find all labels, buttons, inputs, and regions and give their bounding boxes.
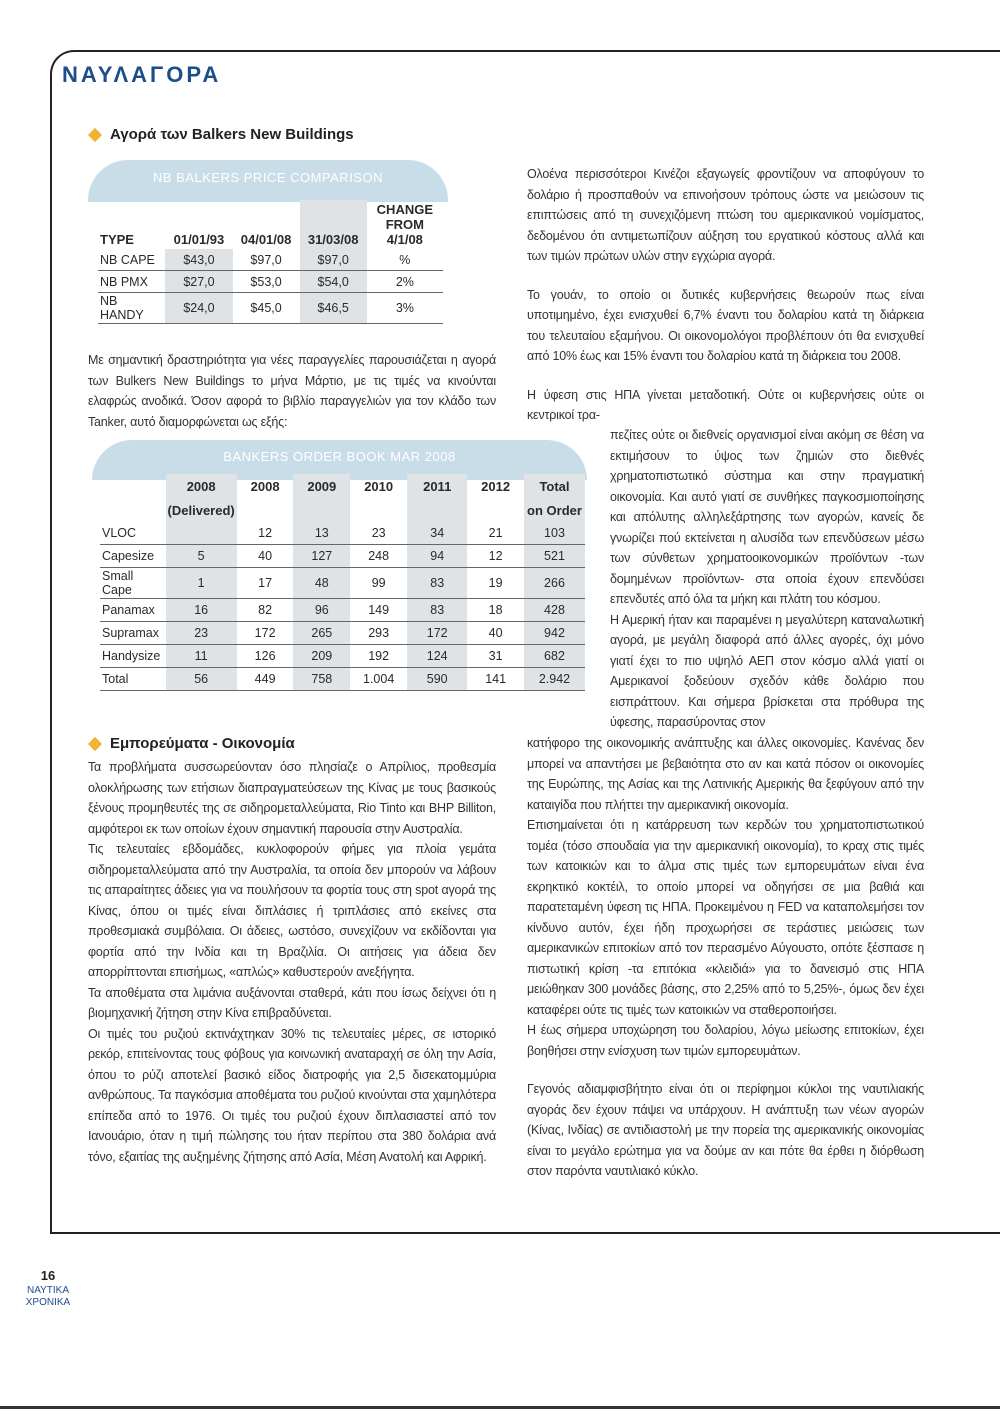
right-column-narrow	[610, 425, 924, 733]
paragraph: Τα αποθέματα στα λιμάνια αυξάνονται σταθερά, κάτι που ίσως δείχνει ότι η βιομηχανική ζήτηση στην Κίνα επιβραδύνεται.	[88, 985, 496, 1020]
section-heading-balkers	[90, 126, 354, 143]
order-header	[350, 498, 407, 522]
price-table-banner: NB BALKERS PRICE COMPARISON	[88, 160, 448, 202]
table-row	[100, 599, 585, 622]
page-number: 16	[40, 1268, 56, 1283]
table-cell: 19	[467, 568, 524, 599]
section-heading-text: Εμπορεύματα - Οικονομία	[110, 735, 295, 752]
order-header	[237, 498, 294, 522]
table-cell: 682	[524, 645, 585, 668]
table-cell: 124	[407, 645, 467, 668]
price-table-grid	[98, 200, 443, 324]
table-cell: $54,0	[300, 271, 367, 293]
table-cell: 265	[293, 622, 350, 645]
diamond-bullet-icon	[88, 736, 102, 750]
order-header	[467, 498, 524, 522]
table-cell: VLOC	[100, 522, 166, 545]
order-header: on Order	[524, 498, 585, 522]
table-cell: 34	[407, 522, 467, 545]
magazine-name-line: ΧΡΟΝΙΚΑ	[25, 1297, 71, 1308]
paragraph: Επισημαίνεται ότι η κατάρρευση των κερδών του χρηματοπιστωτικού τομέα (τόσο σπουδαία για την αμερικανική οικονομία), το κραχ στις τιμές των κατοικιών και το άλμα στις τιμές των εμπορευμάτων είναι ένα εκρηκτικό κοκτέιλ, το οποίο μπορεί να οδηγήσει σε μια βαθιά και παρατεταμένη ύφεση τις ΗΠΑ. Προκειμένου η FED να καταπολεμήσει τον κίνδυνο αυτόν, έχει ήδη προχωρήσει σε τεράστιες μειώσεις των αμερικανικών επιτοκίων από τον περασμένο Αύγουστο, οπότε ξέσπασε η πιστωτική κρίση -τα επιτόκια «κλειδιά» για το δανεισμό στις ΗΠΑ μειώθηκαν 300 μονάδες βάσης, στο 2,25% από το 5,25%-, όμως δεν έχει καταφέρει ούτε τις τιμές των κατοικιών να σταθεροποιήσει.	[527, 818, 924, 1017]
table-cell: 96	[293, 599, 350, 622]
table-row	[100, 645, 585, 668]
order-header: 2008	[250, 478, 280, 494]
table-cell: 17	[237, 568, 294, 599]
table-cell: 2.942	[524, 668, 585, 691]
diamond-bullet-icon	[88, 127, 102, 141]
table-cell: 172	[237, 622, 294, 645]
table-cell: 266	[524, 568, 585, 599]
table-cell: NB HANDY	[98, 293, 165, 324]
table-cell: 12	[467, 545, 524, 568]
table-cell: $46,5	[300, 293, 367, 324]
table-cell: $43,0	[165, 249, 232, 271]
right-column-bottom	[527, 733, 924, 1182]
table-cell: 209	[293, 645, 350, 668]
paragraph: Οι τιμές του ρυζιού εκτινάχτηκαν 30% τις τελευταίες μέρες, σε ιστορικό ρεκόρ, επιτείνοντας τους φόβους για κοινωνική αναταραχή σε όλη την Ασία, όπου το ρύζι αποτελεί βασικό είδος διατροφής για 2,5 δισεκατομμύρια ανθρώπους. Τα παγκόσμια αποθέματα του ρυζιού κινούνται στα χαμηλότερα επίπεδα από το 1976. Οι τιμές του ρυζιού έχουν διπλασιαστεί από τον Ιανουάριο, όταν η τιμή πώλησης του ήταν περίπου στα 380 δολάρια ανά τόνο, εξαιτίας της αυξημένης ζήτησης από Ασία, Μέση Ανατολή και Αφρική.	[88, 1026, 496, 1164]
table-cell: 248	[350, 545, 407, 568]
table-cell: 1.004	[350, 668, 407, 691]
table-row	[100, 522, 585, 545]
magazine-name-line: ΝΑΥΤΙΚΑ	[26, 1285, 70, 1296]
order-table-banner: BANKERS ORDER BOOK MAR 2008	[92, 440, 587, 480]
table-cell: 18	[467, 599, 524, 622]
table-row	[98, 271, 443, 293]
table-cell: 428	[524, 599, 585, 622]
table-cell: 21	[467, 522, 524, 545]
order-header	[407, 498, 467, 522]
order-header: 2009	[293, 474, 350, 498]
section-heading-text: Αγορά των Balkers New Buildings	[110, 126, 354, 143]
table-cell: 94	[407, 545, 467, 568]
table-cell: 141	[467, 668, 524, 691]
table-cell: Capesize	[100, 545, 166, 568]
table-cell: Supramax	[100, 622, 166, 645]
table-cell: $97,0	[300, 249, 367, 271]
order-table-grid	[100, 474, 585, 691]
order-header	[293, 498, 350, 522]
order-header: 2008	[166, 474, 237, 498]
paragraph: Τα προβλήματα συσσωρεύονταν όσο πλησίαζε ο Απρίλιος, προθεσμία ολοκλήρωσης των ετήσιων διαπραγματεύσεων της Κίνας με τους βασικούς ξένους προμηθευτές της σε σιδηρομεταλλεύματα, Rio Tinto και BHP Billiton, αμφότεροι εκ των οποίων έχουν σημαντική παρουσία στην Αυστραλία.	[88, 760, 496, 836]
table-cell: Total	[100, 668, 166, 691]
paragraph: Η έως σήμερα υποχώρηση του δολαρίου, λόγω μείωσης επιτοκίων, έχει βοηθήσει στην ενίσχυση των τιμών εμπορευμάτων.	[527, 1023, 924, 1058]
paragraph: Το γουάν, το οποίο οι δυτικές κυβερνήσεις θεωρούν πως είναι υποτιμημένο, έχει ενισχυθεί 6,7% έναντι του δολαρίου κατά τη διάρκεια του τελευταίου εξαμήνου. Οι οικονομολόγοι προβλέπουν ότι θα ενισχυθεί από 10% έως και 15% έναντι του δολαρίου κατά τη διάρκεια του 2008.	[527, 287, 924, 363]
table-cell: 40	[237, 545, 294, 568]
order-header: 2010	[364, 478, 394, 494]
table-cell: 103	[524, 522, 585, 545]
paragraph: Η ύφεση στις ΗΠΑ γίνεται μεταδοτική. Ούτε οι κυβερνήσεις ούτε οι κεντρικοί τρα-	[527, 387, 924, 422]
table-cell: 99	[350, 568, 407, 599]
order-header: 2012	[481, 478, 511, 494]
table-cell: $45,0	[233, 293, 300, 324]
order-header: 2011	[407, 474, 467, 498]
table-cell: 82	[237, 599, 294, 622]
table-cell	[166, 522, 237, 545]
page-title: ΝΑΥΛΑΓΟΡΑ	[62, 62, 222, 87]
table-row	[100, 545, 585, 568]
price-header: TYPE	[100, 232, 134, 247]
table-cell: 83	[407, 568, 467, 599]
table-cell: 3%	[367, 293, 443, 324]
table-cell: $53,0	[233, 271, 300, 293]
price-header: 31/03/08	[300, 200, 367, 249]
table-cell: Handysize	[100, 645, 166, 668]
table-cell: 293	[350, 622, 407, 645]
table-cell: 12	[237, 522, 294, 545]
table-row	[100, 622, 585, 645]
table-cell: $27,0	[165, 271, 232, 293]
table-cell: 942	[524, 622, 585, 645]
table-row	[98, 249, 443, 271]
paragraph: Η Αμερική ήταν και παραμένει η μεγαλύτερη καταναλωτική αγορά, με μεγάλη διαφορά από άλλες αγορές, όχι μόνο γιατί έχει το πιο υψηλό ΑΕΠ στον κόσμο αλλά γιατί οι Αμερικανοί ξοδεύουν σχεδόν κάθε δολάριο που εισπράττουν. Και σήμερα βρίσκεται στα πρόθυρα της ύφεσης, παρασύροντας στον	[610, 612, 924, 729]
right-column-top	[527, 164, 924, 426]
table-cell: $24,0	[165, 293, 232, 324]
table-cell: 127	[293, 545, 350, 568]
table-row	[100, 668, 585, 691]
table-cell: 13	[293, 522, 350, 545]
table-row	[98, 293, 443, 324]
table-cell: 23	[350, 522, 407, 545]
section-heading-commodities	[90, 735, 295, 752]
order-book-table	[92, 440, 587, 710]
table-cell: 31	[467, 645, 524, 668]
table-cell: 16	[166, 599, 237, 622]
table-cell: 83	[407, 599, 467, 622]
table-cell: 2%	[367, 271, 443, 293]
table-cell: 23	[166, 622, 237, 645]
table-cell: 5	[166, 545, 237, 568]
intro-paragraph	[88, 350, 496, 432]
price-header: 01/01/93	[173, 232, 225, 247]
table-cell: 1	[166, 568, 237, 599]
table-cell: NB PMX	[98, 271, 165, 293]
order-header: Total	[524, 474, 585, 498]
table-row	[100, 568, 585, 599]
paragraph: κατήφορο της οικονομικής ανάπτυξης και άλλες οικονομίες. Κανένας δεν μπορεί να απαντήσει με βεβαιότητα στο αν και κατά πόσον οι οικονομίες της Ευρώπης, της Ασίας και της Λατινικής Αμερικής θα ξεφύγουν από την καταιγίδα που πλήττει την αμερικανική οικονομία.	[527, 736, 924, 812]
table-cell: 11	[166, 645, 237, 668]
table-cell: Small Cape	[100, 568, 166, 599]
table-cell: 172	[407, 622, 467, 645]
price-header: 04/01/08	[240, 232, 292, 247]
table-cell: 40	[467, 622, 524, 645]
price-comparison-table	[88, 160, 448, 336]
intro-text: Με σημαντική δραστηριότητα για νέες παραγγελίες παρουσιάζεται η αγορά των Bulkers New Buildings το μήνα Μάρτιο, με τις τιμές να κινούνται ελαφρώς ανοδικά. Όσον αφορά το βιβλίο παραγγελιών για τον κλάδο των Tanker, αυτό διαμορφώνεται ως εξής:	[88, 353, 496, 429]
paragraph: Τις τελευταίες εβδομάδες, κυκλοφορούν φήμες για πλοία γεμάτα σιδηρομεταλλεύματα από την Αυστραλία, τα οποία δεν μπορούν να λάβουν τις απαραίτητες άδειες για να πουλήσουν τα φορτία τους στη spot αγορά της Κίνας, όπου οι τιμές είναι διπλάσιες ή τριπλάσιες από εκείνες στα προθεσμιακά συμβόλαια. Οι άδειες, ωστόσο, συνεχίζουν να εκδίδονται για φορτία από την Ινδία και τη Βραζιλία. Οι αιτήσεις για άδεια δεν απορρίπτονται επισήμως, «απλώς» καθυστερούν ανεξήγητα.	[88, 842, 496, 979]
price-header: CHANGE FROM 4/1/08	[376, 202, 434, 247]
table-cell: 192	[350, 645, 407, 668]
order-header	[100, 498, 166, 522]
table-cell: NB CAPE	[98, 249, 165, 271]
table-cell: %	[367, 249, 443, 271]
paragraph: πεζίτες ούτε οι διεθνείς οργανισμοί είναι ακόμη σε θέση να εκτιμήσουν το ύψος των ζημιών στο διεθνές χρηματοπιστωτικό σύστημα και στην πραγματική οικονομία. Και αυτό γιατί σε συνθήκες παγκοσμιοποίησης και απόλυτης αλληλεξάρτησης των αγορών, κανείς δε γνωρίζει πού εκτείνεται η αλυσίδα των επενδύσεων μέσω των σύνθετων χρηματοοικονομικών προϊόντων -των δομημένων προϊόντων- στα οποία έχουν επενδύσει επενδυτές από όλα τα μήκη και πλάτη του κόσμου.	[610, 428, 924, 606]
bottom-rule	[0, 1406, 1000, 1409]
table-cell: 56	[166, 668, 237, 691]
table-cell: 126	[237, 645, 294, 668]
magazine-name	[24, 1285, 72, 1309]
table-cell: 758	[293, 668, 350, 691]
table-cell: 48	[293, 568, 350, 599]
paragraph: Γεγονός αδιαμφισβήτητο είναι ότι οι περίφημοι κύκλοι της ναυτιλιακής αγοράς δεν έχουν πάψει να υπάρχουν. Η ανάπτυξη των νέων αγορών (Κίνας, Ινδίας) σε αντιδιαστολή με την πορεία της αμερικανικής οικονομίας είναι το μεγάλο ερώτημα για να δούμε αν και πότε θα έρθει η διόρθωση στον παρόντα ναυτιλιακό κύκλο.	[527, 1082, 924, 1178]
table-cell: 590	[407, 668, 467, 691]
table-cell: $97,0	[233, 249, 300, 271]
order-header: (Delivered)	[166, 498, 237, 522]
table-cell: Panamax	[100, 599, 166, 622]
table-cell: 521	[524, 545, 585, 568]
paragraph: Ολοένα περισσότεροι Κινέζοι εξαγωγείς φροντίζουν να αποφύγουν το δολάριο ή προσπαθούν να επινοήσουν τρόπους ώστε να μειώσουν τις επιπτώσεις από τη συνεχιζόμενη πτώση του αμερικανικού νομίσματος, δεδομένου ότι αντιμετωπίζουν αύξηση του εργατικού κόστους αλλά και των τιμών πρώτων υλών στην εγχώρια αγορά.	[527, 167, 924, 263]
order-header	[100, 474, 166, 498]
table-cell: 149	[350, 599, 407, 622]
table-cell: 449	[237, 668, 294, 691]
left-column-text	[88, 757, 496, 1167]
